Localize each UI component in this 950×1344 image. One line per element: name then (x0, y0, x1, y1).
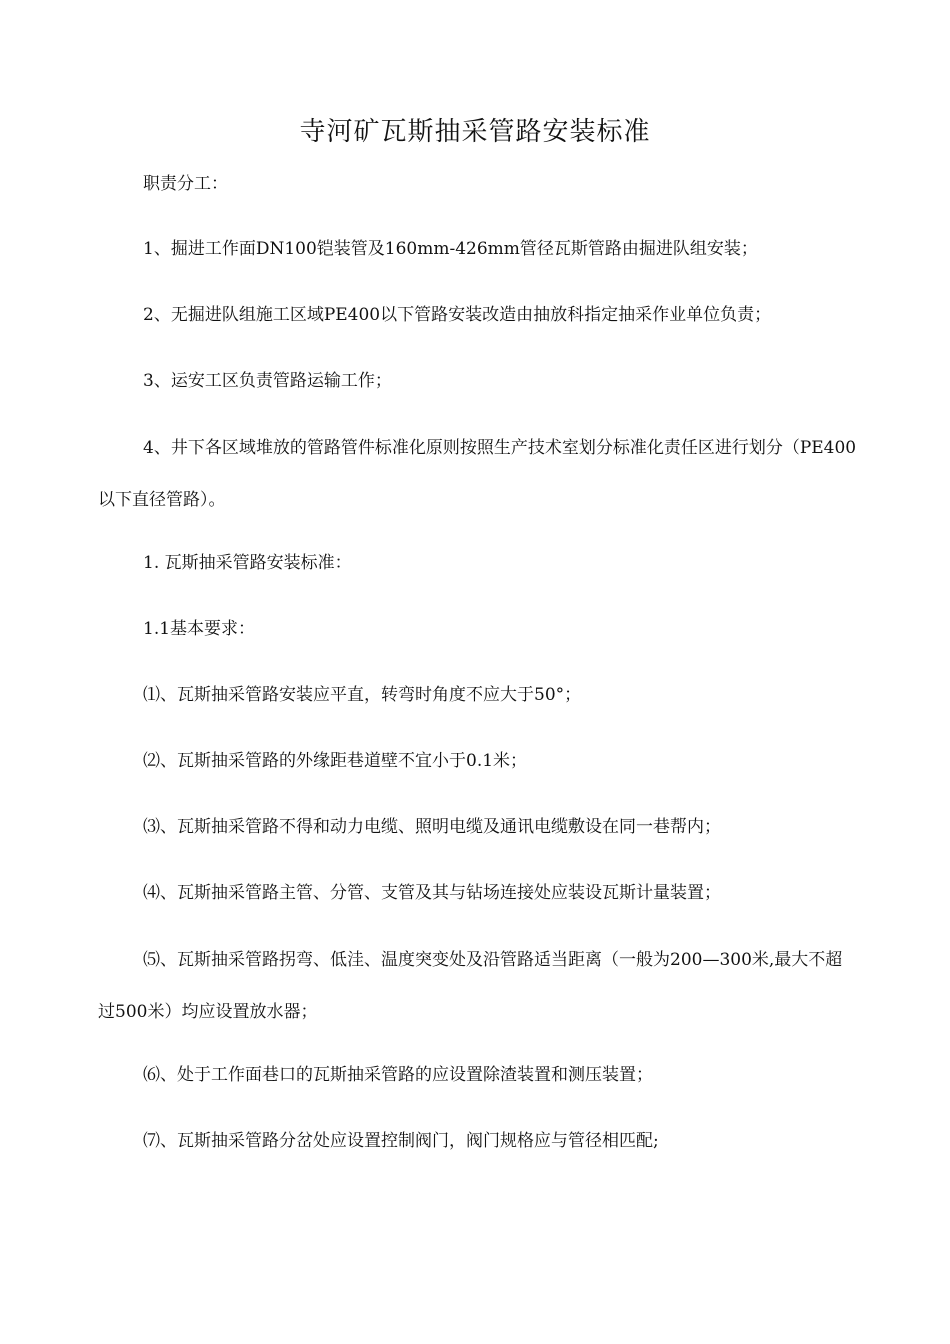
requirement-item-2: ⑵、瓦斯抽采管路的外缘距巷道壁不宜小于0.1米； (143, 751, 528, 771)
responsibility-item-4: 4、井下各区域堆放的管路管件标准化原则按照生产技术室划分标准化责任区进行划分（PE400以下直径管路）。 (98, 438, 857, 510)
page-title: 寺河矿瓦斯抽采管路安装标准 (299, 117, 651, 147)
section-heading: 1. 瓦斯抽采管路安装标准： (143, 553, 352, 573)
requirement-item-4: ⑷、瓦斯抽采管路主管、分管、支管及其与钻场连接处应装设瓦斯计量装置； (143, 883, 721, 903)
requirement-item-1: ⑴、瓦斯抽采管路安装应平直，转弯时角度不应大于50°； (143, 685, 582, 705)
responsibility-item-2: 2、无掘进队组施工区域PE400以下管路安装改造由抽放科指定抽采作业单位负责； (143, 305, 772, 325)
responsibility-item-1: 1、掘进工作面DN100铠装管及160mm-426mm管径瓦斯管路由掘进队组安装； (143, 239, 758, 259)
responsibility-item-3: 3、运安工区负责管路运输工作； (143, 371, 392, 391)
subsection-heading: 1.1基本要求： (143, 619, 256, 639)
requirement-item-5: ⑸、瓦斯抽采管路拐弯、低洼、温度突变处及沿管路适当距离（一般为200—300米,最大不超过500米）均应设置放水器； (98, 950, 843, 1022)
requirement-item-6: ⑹、处于工作面巷口的瓦斯抽采管路的应设置除渣装置和测压装置； (143, 1065, 653, 1085)
responsibilities-heading: 职责分工： (143, 174, 228, 194)
requirement-item-3: ⑶、瓦斯抽采管路不得和动力电缆、照明电缆及通讯电缆敷设在同一巷帮内； (143, 817, 721, 837)
requirement-item-7: ⑺、瓦斯抽采管路分岔处应设置控制阀门，阀门规格应与管径相匹配; (143, 1131, 659, 1151)
